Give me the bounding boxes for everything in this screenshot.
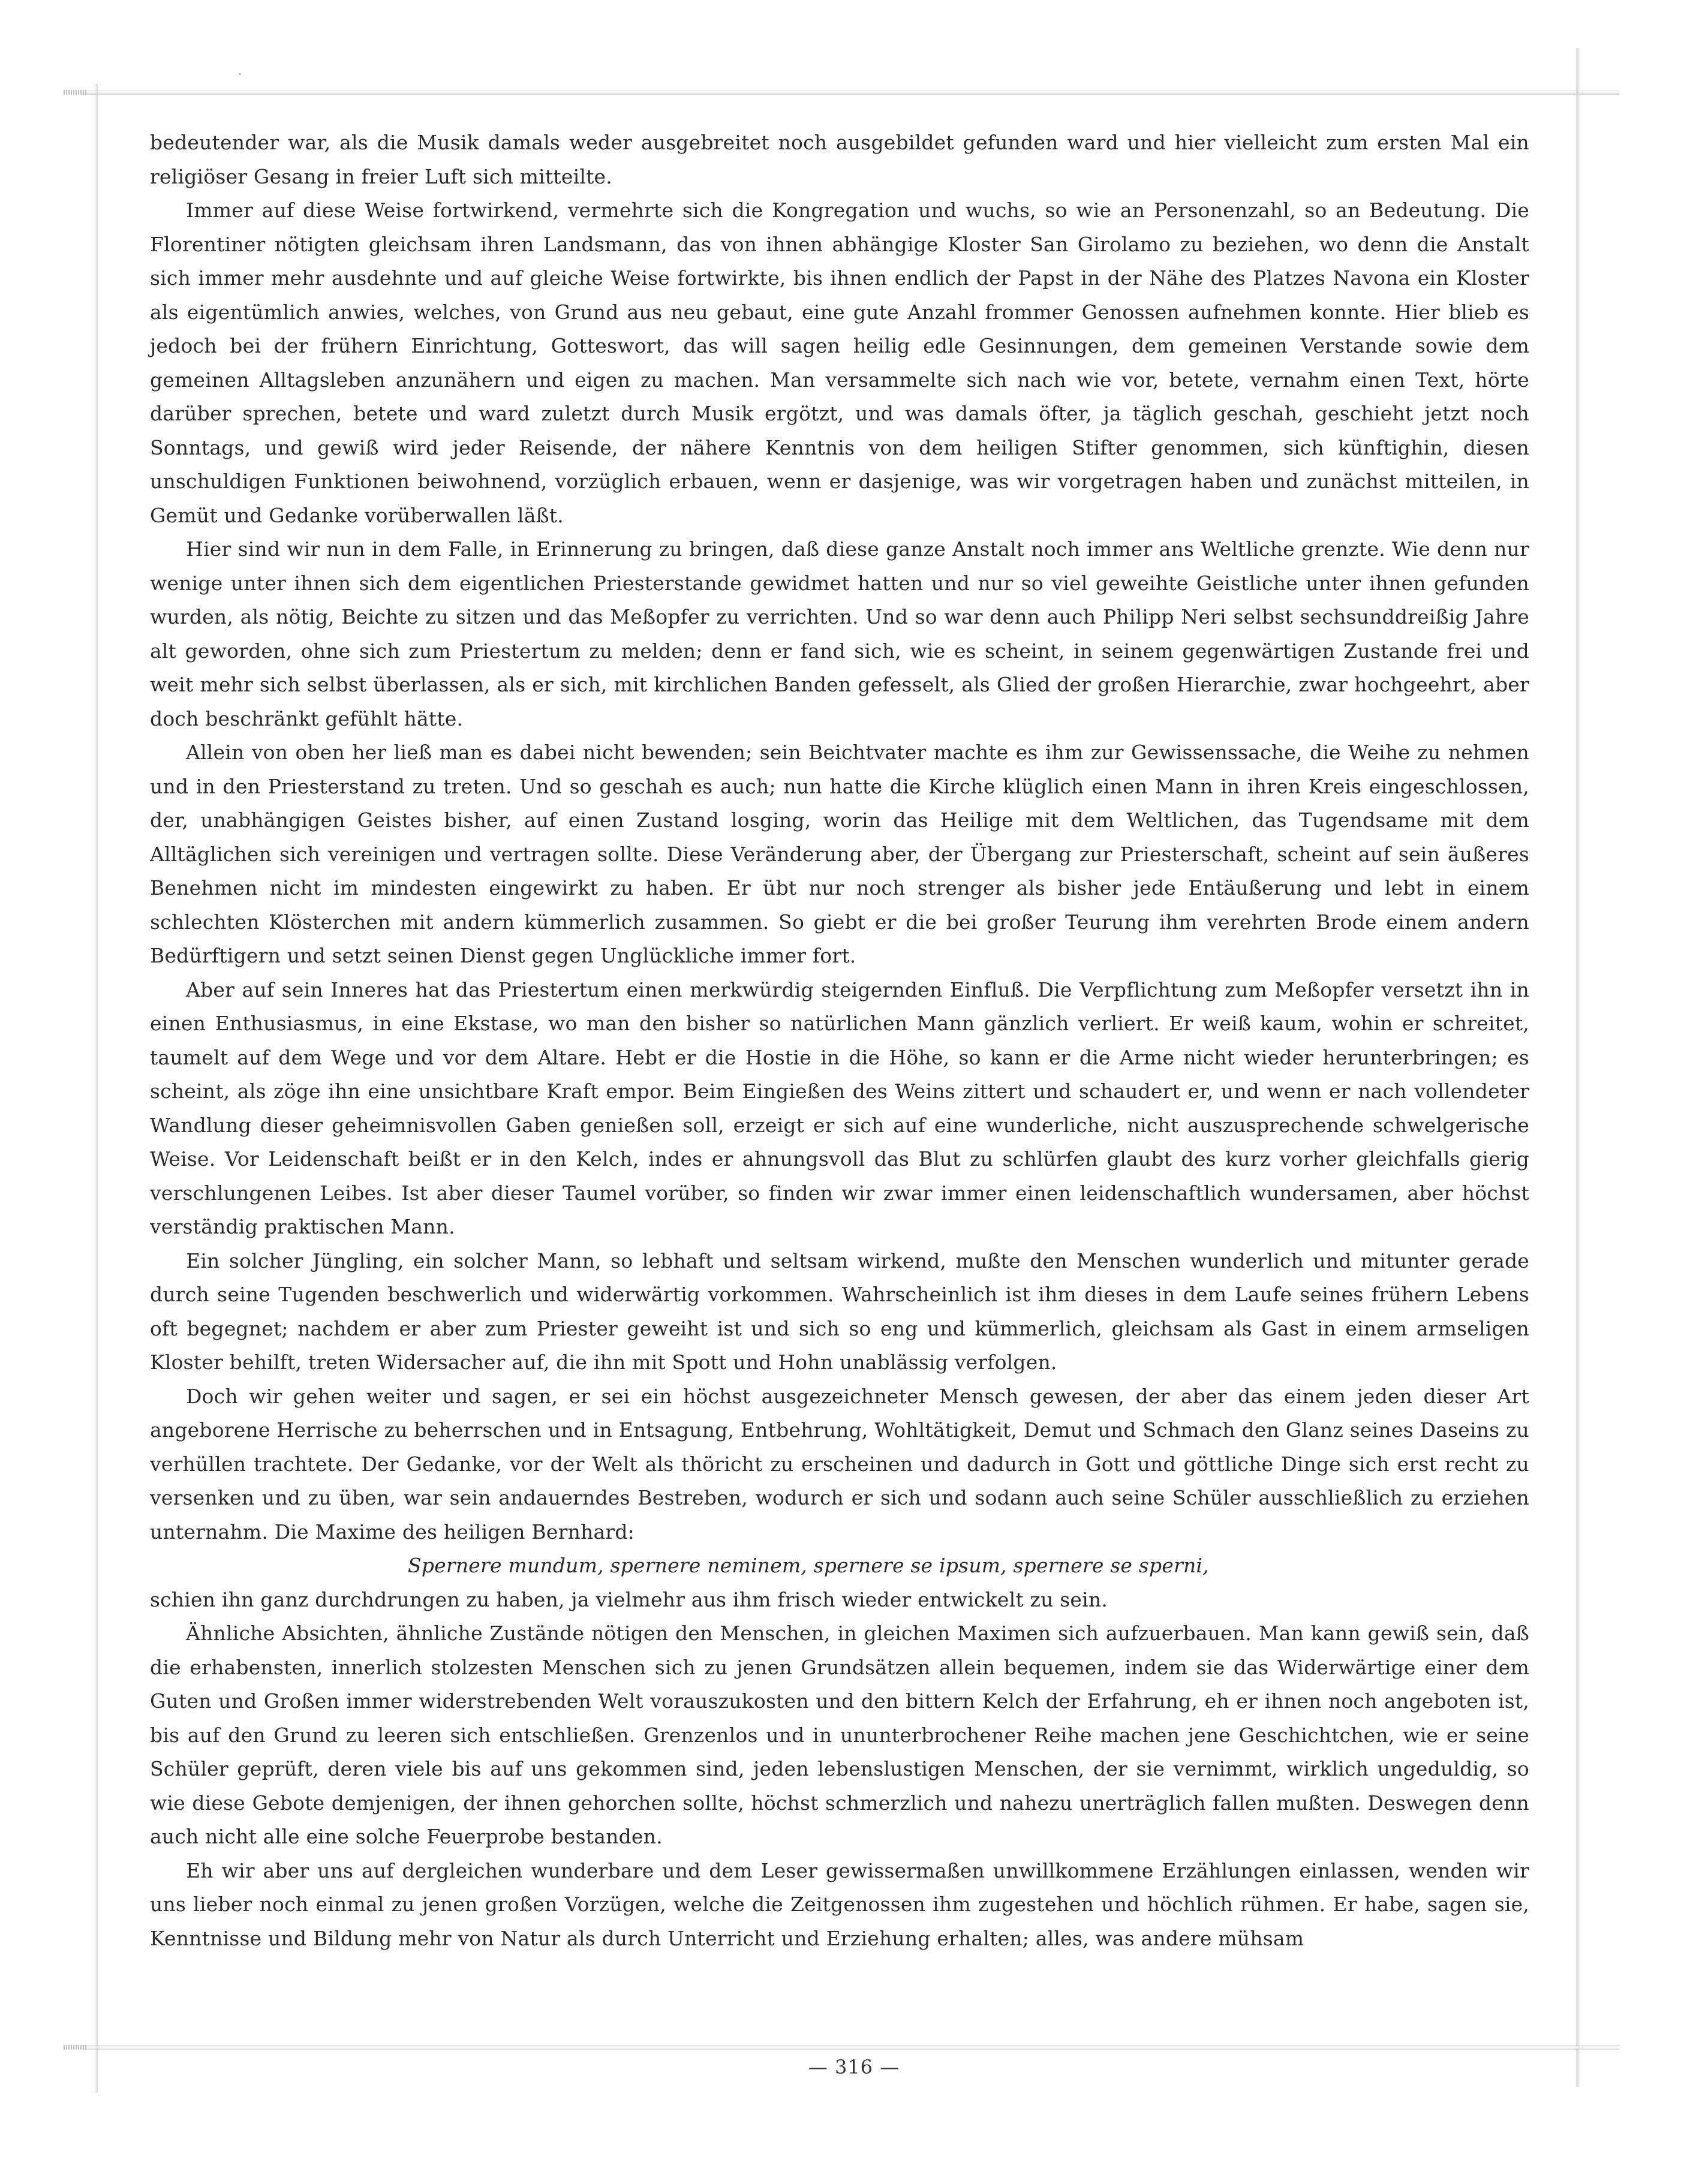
paragraph: Eh wir aber uns auf dergleichen wunderbare und dem Leser gewissermaßen unwillkommene Erzählungen einlassen, wenden wir uns lieber noch einmal zu jenen großen Vorzügen, welche die Zeitgenossen ihm zugestehen und höchlich rühmen. Er habe, sagen sie, Kenntnisse und Bildung mehr von Natur als durch Unterricht und Erziehung erhalten; alles, was andere mühsam: [150, 1858, 1529, 1950]
page-number: — 316 —: [808, 2056, 900, 2078]
page-frame-top: [84, 90, 1619, 95]
paragraph: Doch wir gehen weiter und sagen, er sei ein höchst ausgezeichneter Mensch gewesen, der aber das einem jeden dieser Art angeborene Herrische zu beherrschen und in Entsagung, Entbehrung, Wohltätigkeit, Demut und Schmach den Glanz seines Daseins zu verhüllen trachtete. Der Gedanke, vor der Welt als thöricht zu erscheinen und dadurch in Gott und göttliche Dinge sich erst recht zu versenken und zu üben, war sein andauerndes Bestreben, wodurch er sich und sodann auch seine Schüler ausschließlich zu erziehen unternahm. Die Maxime des heiligen Bernhard:: [150, 1384, 1529, 1544]
paragraph: Allein von oben her ließ man es dabei nicht bewenden; sein Beichtvater machte es ihm zur Gewissenssache, die Weihe zu nehmen und in den Priesterstand zu treten. Und so geschah es auch; nun hatte die Kirche klüglich einen Mann in ihren Kreis eingeschlossen, der, unabhängigen Geistes bisher, auf einen Zustand losging, worin das Heilige mit dem Weltlichen, das Tugendsame mit dem Alltäglichen sich vereinigen und vertragen sollte. Diese Veränderung aber, der Übergang zur Priesterschaft, scheint auf sein äußeres Benehmen nicht im mindesten eingewirkt zu haben. Er übt nur noch strenger als bisher jede Entäußerung und lebt in einem schlechten Klösterchen mit andern kümmerlich zusammen. So giebt er die bei großer Teurung ihm verehrten Brode einem andern Bedürftigern und setzt seinen Dienst gegen Unglückliche immer fort.: [150, 741, 1529, 967]
paragraph: Hier sind wir nun in dem Falle, in Erinnerung zu bringen, daß diese ganze Anstalt noch immer ans Weltliche grenzte. Wie denn nur wenige unter ihnen sich dem eigentlichen Priesterstande gewidmet hatten und nur so viel geweihte Geistliche unter ihnen gefunden wurden, als nötig, Beichte zu sitzen und das Meßopfer zu verrichten. Und so war denn auch Philipp Neri selbst sechsunddreißig Jahre alt geworden, ohne sich zum Priestertum zu melden; denn er fand sich, wie es scheint, in seinem gegenwärtigen Zustande frei und weit mehr sich selbst überlassen, als er sich, mit kirchlichen Banden gefesselt, als Glied der großen Hierarchie, zwar hochgeehrt, aber doch beschränkt gefühlt hätte.: [150, 537, 1529, 730]
paragraph: bedeutender war, als die Musik damals weder ausgebreitet noch ausgebildet gefunden ward und hier vielleicht zum ersten Mal ein religiöser Gesang in freier Luft sich mitteilte.: [150, 131, 1529, 188]
print-speck: [239, 73, 241, 75]
page-frame-bottom: [84, 2045, 1619, 2050]
paragraph: Ähnliche Absichten, ähnliche Zustände nötigen den Menschen, in gleichen Maximen sich aufzuerbauen. Man kann gewiß sein, daß die erhabensten, innerlich stolzesten Menschen sich zu jenen Grundsätzen allein bequemen, indem sie das Widerwärtige einer dem Guten und Großen immer widerstrebenden Welt vorauszukosten und den bittern Kelch der Erfahrung, eh er ihnen noch angeboten ist, bis auf den Grund zu leeren sich entschließen. Grenzenlos und in ununterbrochener Reihe machen jene Geschichtchen, wie er seine Schüler geprüft, deren viele bis auf uns gekommen sind, jeden lebenslustigen Menschen, der sie vernimmt, wirklich ungeduldig, so wie diese Gebote demjenigen, der ihnen gehorchen sollte, höchst schmerzlich und nahezu unerträglich fallen mußten. Deswegen denn auch nicht alle eine solche Feuerprobe bestanden.: [150, 1622, 1529, 1848]
latin-quote: Spernere mundum, spernere neminem, spernere se ipsum, spernere se sperni,: [408, 1554, 1209, 1577]
paragraph: Immer auf diese Weise fortwirkend, vermehrte sich die Kongregation und wuchs, so wie an Personenzahl, so an Bedeutung. Die Florentiner nötigten gleichsam ihren Landsmann, das von ihnen abhängige Kloster San Girolamo zu beziehen, wo denn die Anstalt sich immer mehr ausdehnte und auf gleiche Weise fortwirkte, bis ihnen endlich der Papst in der Nähe des Platzes Navona ein Kloster als eigentümlich anwies, welches, von Grund aus neu gebaut, eine gute Anzahl frommer Genossen aufnehmen konnte. Hier blieb es jedoch bei der frühern Einrichtung, Gotteswort, das will sagen heilig edle Gesinnungen, dem gemeinen Verstande sowie dem gemeinen Alltagsleben anzunähern und eigen zu machen. Man versammelte sich nach wie vor, betete, vernahm einen Text, hörte darüber sprechen, betete und ward zuletzt durch Musik ergötzt, und was damals öfter, ja täglich geschah, geschieht jetzt noch Sonntags, und gewiß wird jeder Reisende, der nähere Kenntnis von dem heiligen Stifter genommen, sich künftighin, diesen unschuldigen Funktionen beiwohnend, vorzüglich erbauen, wenn er dasjenige, was wir vorgetragen haben und zunächst mitteilen, in Gemüt und Gedanke vorüberwallen läßt.: [150, 198, 1529, 527]
paragraph: Aber auf sein Inneres hat das Priestertum einen merkwürdig steigernden Einfluß. Die Verpflichtung zum Meßopfer versetzt ihn in einen Enthusiasmus, in eine Ekstase, wo man den bisher so natürlichen Mann gänzlich verliert. Er weiß kaum, wohin er schreitet, taumelt auf dem Wege und vor dem Altare. Hebt er die Hostie in die Höhe, so kann er die Arme nicht wieder herunterbringen; es scheint, als zöge ihn eine unsichtbare Kraft empor. Beim Eingießen des Weins zittert und schaudert er, und wenn er nach vollendeter Wandlung dieser geheimnisvollen Gaben genießen soll, erzeigt er sich auf eine wunderliche, nicht auszusprechende schwelgerische Weise. Vor Leidenschaft beißt er in den Kelch, indes er ahnungsvoll das Blut zu schlürfen glaubt des kurz vorher gleichfalls gierig verschlungenen Leibes. Ist aber dieser Taumel vorüber, so finden wir zwar immer einen leidenschaftlich wundersamen, aber höchst verständig praktischen Mann.: [150, 977, 1529, 1238]
page-frame-right: [1576, 48, 1581, 2087]
frame-bottom-mark: [64, 2045, 88, 2050]
frame-top-mark: [64, 90, 88, 95]
paragraph-continuation: schien ihn ganz durchdrungen zu haben, ja vielmehr aus ihm frisch wieder entwickelt zu sein.: [150, 1587, 1108, 1611]
page-frame-left: [95, 84, 98, 2093]
paragraph: Ein solcher Jüngling, ein solcher Mann, so lebhaft und seltsam wirkend, mußte den Menschen wunderlich und mitunter gerade durch seine Tugenden beschwerlich und widerwärtig vorkommen. Wahrscheinlich ist ihm dieses in dem Laufe seines frühern Lebens oft begegnet; nachdem er aber zum Priester geweiht ist und sich so eng und kümmerlich, gleichsam als Gast in einem armseligen Kloster behilft, treten Widersacher auf, die ihn mit Spott und Hohn unablässig verfolgen.: [150, 1249, 1529, 1374]
body-text: [150, 126, 1529, 1956]
